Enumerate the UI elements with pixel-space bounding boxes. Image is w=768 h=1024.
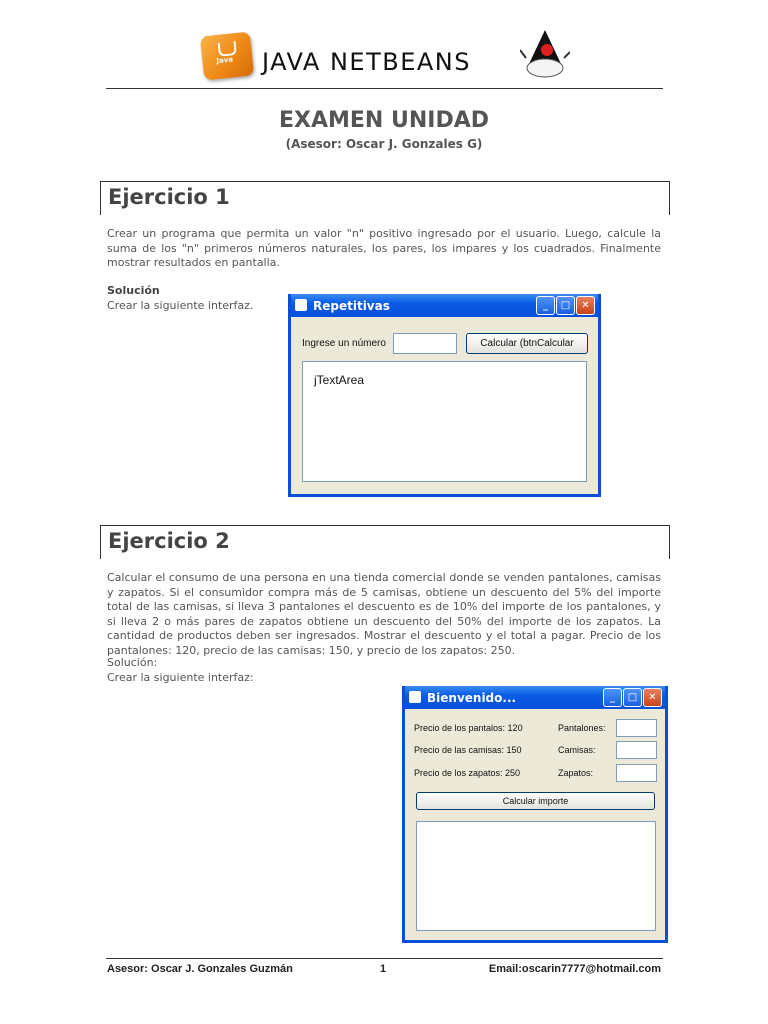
- window-titlebar: [291, 294, 598, 317]
- header-divider: [106, 88, 663, 89]
- footer-divider: [106, 958, 663, 959]
- maximize-icon[interactable]: □: [623, 688, 642, 707]
- textarea-label: jTextArea: [314, 373, 365, 387]
- pantalones-input[interactable]: [616, 719, 657, 737]
- zapatos-input[interactable]: [616, 764, 657, 782]
- exercise1-heading: Ejercicio 1: [108, 185, 230, 209]
- brand-title: JAVA NETBEANS: [262, 48, 471, 76]
- exercise2-solution: [107, 656, 307, 685]
- window-title: Repetitivas: [313, 299, 390, 313]
- qty-label-camisas: Camisas:: [558, 745, 596, 755]
- number-input[interactable]: [393, 333, 457, 354]
- window-repetitivas: [288, 294, 601, 497]
- calcular-importe-button[interactable]: Calcular importe: [416, 792, 655, 810]
- exercise2-solution-label: Solución:: [107, 656, 158, 669]
- window-titlebar: [405, 686, 665, 709]
- duke-mascot-icon: [520, 28, 570, 82]
- exercise1-heading-box: [100, 181, 670, 212]
- qty-label-pantalones: Pantalones:: [558, 723, 606, 733]
- result-textarea[interactable]: [302, 361, 587, 482]
- exercise2-heading-box: [100, 525, 670, 556]
- price-label-zapatos: Precio de los zapatos: 250: [414, 768, 521, 778]
- page-number: 1: [380, 963, 387, 975]
- coffee-cup-icon: [218, 41, 237, 57]
- maximize-icon[interactable]: □: [556, 296, 575, 315]
- window-title: Bienvenido...: [427, 691, 517, 705]
- number-input-label: Ingrese un número: [302, 338, 386, 349]
- exercise1-solution-text: Crear la siguiente interfaz.: [107, 298, 254, 312]
- qty-label-zapatos: Zapatos:: [558, 768, 594, 778]
- close-icon[interactable]: ✕: [576, 296, 595, 315]
- exam-subtitle: (Asesor: Oscar J. Gonzales G): [285, 137, 483, 151]
- footer-author: Asesor: Oscar J. Gonzales Guzmán: [107, 963, 293, 975]
- result-textarea[interactable]: [416, 821, 656, 931]
- java-app-icon: [409, 691, 421, 703]
- footer-email: Email:oscarin7777@hotmail.com: [488, 963, 661, 975]
- exercise2-heading: Ejercicio 2: [108, 529, 230, 553]
- price-label-camisas: Precio de las camisas: 150: [414, 745, 522, 755]
- exercise2-statement: Calcular el consumo de una persona en una tienda comercial donde se venden pantalones, camisas y zapatos. Si el consumidor compra más de 5 camisas, obtiene un descuento del 5% del importe total de las camisas, si lleva 3 pantalones el descuento es de 10% del importe de los pantalones, y si lleva 2 o más pares de zapatos obtiene un descuento del 50% del importe de los zapatos. La cantidad de productos deben ser ingresados. Mostrar el descuento y el total a pagar. Precio de los pantalones: 120, precio de las camisas: 150, y precio de los zapatos: 250.: [107, 571, 661, 657]
- exercise1-statement: Crear un programa que permita un valor "n" positivo ingresado por el usuario. Luego, calcule la suma de los "n" primeros números naturales, los pares, los impares y los cuadrados. Finalmente mostrar resultados en pantalla.: [107, 227, 661, 270]
- minimize-icon[interactable]: _: [536, 296, 555, 315]
- price-label-pantalones: Precio de los pantalos: 120: [414, 723, 523, 733]
- exam-title: EXAMEN UNIDAD: [278, 108, 490, 133]
- calculate-button[interactable]: Calcular (btnCalcular: [466, 333, 588, 354]
- java-logo: [200, 32, 254, 81]
- java-logo-text: Java: [216, 55, 234, 66]
- exercise2-solution-text: Crear la siguiente interfaz:: [107, 670, 254, 684]
- close-icon[interactable]: ✕: [643, 688, 662, 707]
- camisas-input[interactable]: [616, 741, 657, 759]
- window-bienvenido: [402, 686, 668, 943]
- exercise1-solution-label: Solución: [107, 284, 160, 297]
- exercise1-solution: [107, 284, 277, 313]
- java-app-icon: [295, 299, 307, 311]
- minimize-icon[interactable]: _: [603, 688, 622, 707]
